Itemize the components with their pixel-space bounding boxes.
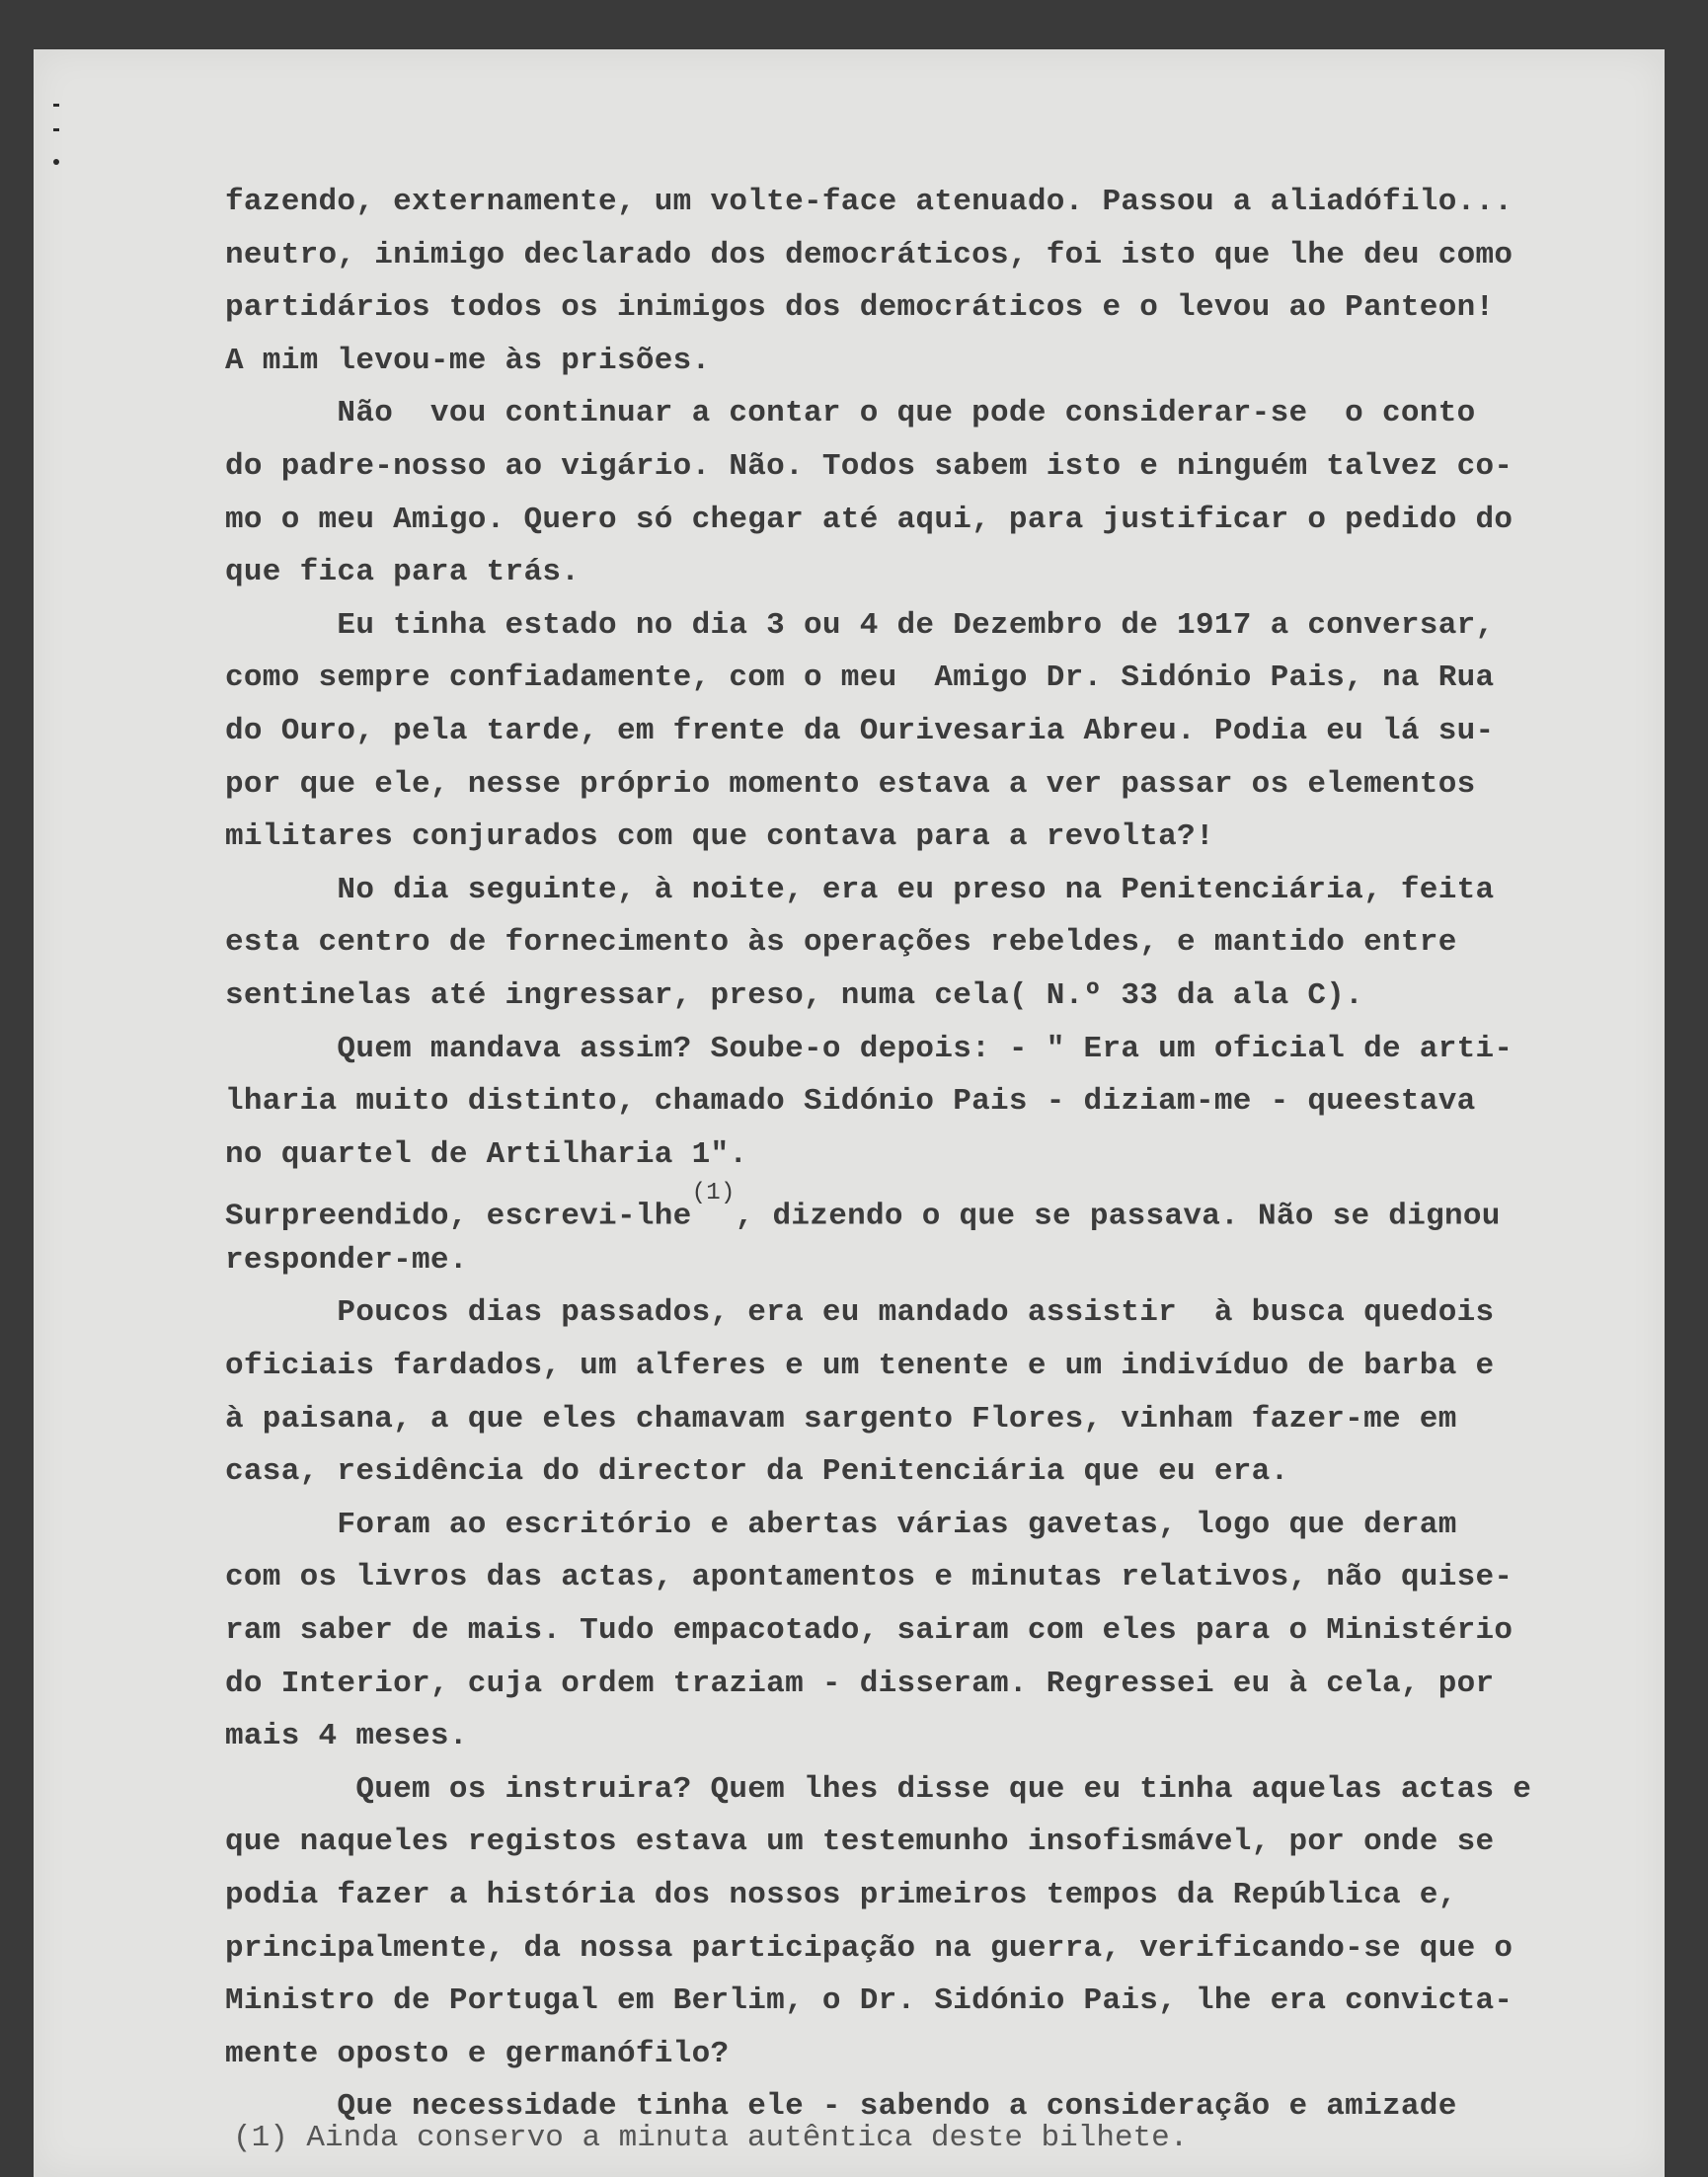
footnote-reference: (1) [691, 1180, 736, 1207]
margin-dash [53, 104, 59, 107]
text-line: à paisana, a que eles chamavam sargento Flores, vinham fazer-me em [225, 1401, 1457, 1437]
text-line: partidários todos os inimigos dos democráticos e o levou ao Panteon! [225, 290, 1495, 326]
margin-dot [53, 159, 59, 165]
footnote: (1) Ainda conservo a minuta autêntica deste bilhete. [233, 2121, 1189, 2155]
margin-marks [53, 104, 63, 187]
text-line: que naqueles registos estava um testemunho insofismável, por onde se [225, 1825, 1495, 1860]
text-line: Quem mandava assim? Soube-o depois: - " Era um oficial de arti- [225, 1031, 1514, 1066]
text-line: mais 4 meses. [225, 1719, 468, 1754]
text-line: Foram ao escritório e abertas várias gavetas, logo que deram [225, 1507, 1457, 1542]
text-line: mente oposto e germanófilo? [225, 2036, 730, 2071]
text-line: Não vou continuar a contar o que pode considerar-se o conto [225, 396, 1476, 431]
text-line: militares conjurados com que contava para a revolta?! [225, 819, 1214, 855]
text-line: com os livros das actas, apontamentos e minutas relativos, não quise- [225, 1560, 1514, 1595]
text-line-end: , dizendo o que se passava. Não se dignou [735, 1199, 1501, 1234]
text-line: como sempre confiadamente, com o meu Amigo Dr. Sidónio Pais, na Rua [225, 661, 1495, 696]
text-line: lharia muito distinto, chamado Sidónio Pais - diziam-me - queestava [225, 1084, 1476, 1120]
text-line: que fica para trás. [225, 555, 581, 590]
text-line: ram saber de mais. Tudo empacotado, sairam com eles para o Ministério [225, 1613, 1514, 1649]
text-line: no quartel de Artilharia 1". [225, 1136, 748, 1172]
text-line: Que necessidade tinha ele - sabendo a consideração e amizade [225, 2089, 1457, 2125]
text-line: mo o meu Amigo. Quero só chegar até aqui, para justificar o pedido do [225, 502, 1514, 537]
text-line: podia fazer a história dos nossos primeiros tempos da República e, [225, 1878, 1457, 1912]
text-line: A mim levou-me às prisões. [225, 343, 711, 378]
text-line: do Interior, cuja ordem traziam - disseram. Regressei eu à cela, por [225, 1666, 1495, 1701]
text-line: Ministro de Portugal em Berlim, o Dr. Sidónio Pais, lhe era convicta- [225, 1983, 1514, 2019]
text-line: Poucos dias passados, era eu mandado assistir à busca quedois [225, 1295, 1495, 1331]
text-line-with-footnote [225, 1181, 1588, 1234]
text-line: esta centro de fornecimento às operações rebeldes, e mantido entre [225, 925, 1457, 961]
text-line: oficiais fardados, um alferes e um tenente e um indivíduo de barba e [225, 1349, 1495, 1384]
text-line: do Ouro, pela tarde, em frente da Ourivesaria Abreu. Podia eu lá su- [225, 713, 1495, 748]
typed-text-body [225, 176, 1588, 2134]
text-line: responder-me. [225, 1242, 468, 1278]
text-line: Quem os instruira? Quem lhes disse que eu tinha aquelas actas e [225, 1771, 1532, 1807]
text-line: principalmente, da nossa participação na guerra, verificando-se que o [225, 1930, 1514, 1966]
text-line: por que ele, nesse próprio momento estava a ver passar os elementos [225, 766, 1476, 802]
margin-dash [53, 128, 59, 131]
text-line: sentinelas até ingressar, preso, numa cela( N.º 33 da ala C). [225, 977, 1364, 1013]
text-line: casa, residência do director da Penitenciária que eu era. [225, 1454, 1289, 1490]
text-line: No dia seguinte, à noite, era eu preso na Penitenciária, feita [225, 872, 1495, 907]
text-line: Eu tinha estado no dia 3 ou 4 de Dezembro de 1917 a conversar, [225, 607, 1495, 643]
text-line-start: Surpreendido, escrevi-lhe [225, 1199, 692, 1234]
text-line: neutro, inimigo declarado dos democráticos, foi isto que lhe deu como [225, 237, 1514, 272]
text-line: do padre-nosso ao vigário. Não. Todos sabem isto e ninguém talvez co- [225, 448, 1514, 484]
text-line: fazendo, externamente, um volte-face atenuado. Passou a aliadófilo... [225, 185, 1514, 219]
